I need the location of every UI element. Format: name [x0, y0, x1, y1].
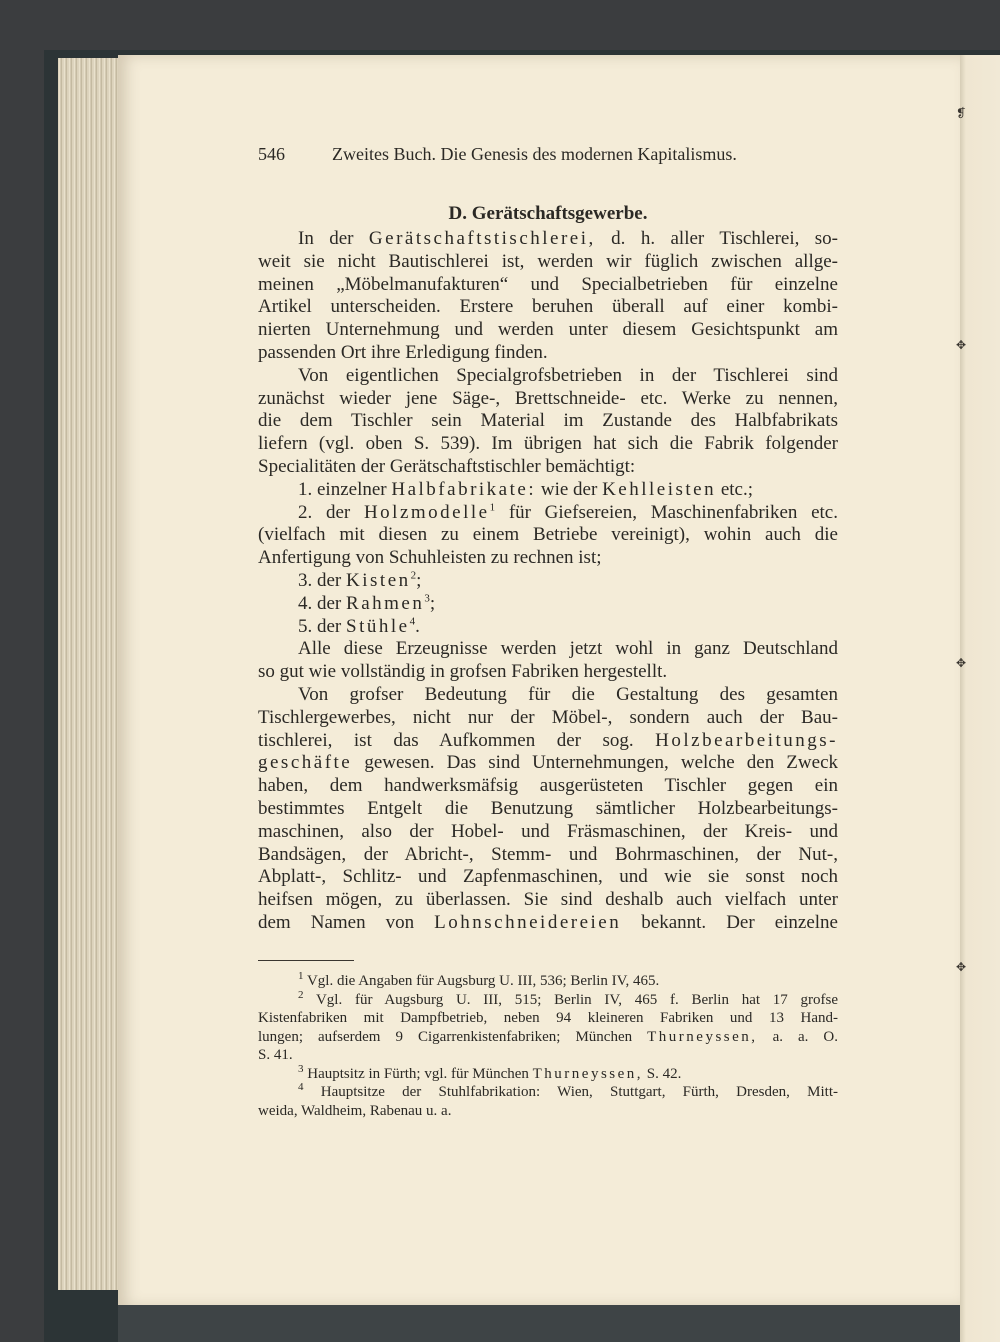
spaced-emphasis: Holzbearbeitungs-: [655, 729, 838, 751]
text-run: Von grofser Bedeutung für die Gestaltung des gesamten: [298, 683, 838, 705]
footnote-marker: 2: [298, 988, 304, 1001]
footnotes: [258, 972, 838, 1120]
footnote-line: [258, 1083, 838, 1102]
spaced-emphasis: Holzmodelle: [363, 501, 490, 523]
text-line: [258, 251, 838, 274]
text-run: (vielfach mit diesen zu einem Betriebe vereinigt), wohin auch die: [258, 524, 838, 546]
footnote-line: [258, 1028, 838, 1047]
text-run: Tischlergewerbes, nicht nur der Möbel-, sondern auch der Bau-: [258, 706, 838, 728]
text-line: [258, 912, 838, 935]
text-line: [258, 479, 838, 502]
footnote-line: [258, 1102, 838, 1121]
facing-page-edge: [960, 55, 1000, 1342]
text-run: bestimmtes Entgelt die Benutzung sämtlicher Holzbearbeitungs-: [258, 797, 838, 819]
bottom-background: [118, 1305, 960, 1342]
text-run: tischlerei, ist das Aufkommen der sog.: [258, 729, 656, 751]
text-run: meinen „Möbelmanufakturen“ und Specialbetrieben für einzelne: [258, 273, 838, 295]
text-run: Abplatt-, Schlitz- und Zapfenmaschinen, und wie sie sonst noch: [258, 866, 838, 888]
footnote-line: [258, 1009, 838, 1028]
facing-page-mark: ❡: [956, 106, 967, 120]
text-line: [258, 547, 838, 570]
text-line: [258, 866, 838, 889]
page-number: 546: [258, 144, 285, 164]
text-line: [258, 433, 838, 456]
text-line: [258, 570, 838, 593]
section-title: D. Gerätschaftsgewerbe.: [448, 203, 648, 224]
footnote-marker: 3: [424, 592, 430, 605]
footnote-line: [258, 1062, 838, 1084]
text-run: die dem Tischler sein Material im Zustande des Halbfabrikats: [258, 410, 838, 432]
spaced-emphasis: Rahmen: [346, 592, 425, 614]
footnote-marker: 2: [410, 569, 417, 582]
footnote-marker: 1: [298, 970, 304, 982]
text-run: 3. der: [298, 569, 347, 591]
footnote-line: [258, 1046, 838, 1065]
text-line: [258, 342, 838, 365]
text-run: Alle diese Erzeugnisse werden jetzt wohl in ganz Deutschland: [298, 638, 838, 660]
text-run: Artikel unterscheiden. Erstere beruhen überall auf einer kombi-: [258, 296, 838, 318]
text-run: Vgl. die Angaben für Augsburg U. III, 536; Berlin IV, 465.: [303, 973, 660, 989]
text-run: S. 41.: [258, 1047, 293, 1063]
footnote-line: [258, 988, 838, 1010]
facing-page-mark: ✥: [956, 338, 967, 352]
spaced-emphasis: Lohnschneidereien: [434, 911, 622, 933]
spaced-emphasis: geschäfte: [258, 752, 353, 774]
spaced-emphasis: Gerätschaftstischlerei,: [368, 228, 596, 249]
text-line: [258, 365, 838, 388]
text-run: so gut wie vollständig in grofsen Fabriken hergestellt.: [258, 661, 668, 683]
text-run: a. a. O.: [757, 1028, 838, 1045]
text-run: 2. der: [298, 501, 364, 523]
text-run: Bandsägen, der Abricht-, Stemm- und Bohrmaschinen, der Nut-,: [258, 843, 838, 865]
running-head-title: Zweites Buch. Die Genesis des modernen Kapitalismus.: [332, 144, 737, 164]
body-text: [258, 228, 838, 935]
text-run: lungen; aufserdem 9 Cigarrenkistenfabriken; München: [258, 1028, 648, 1045]
text-run: liefern (vgl. oben S. 539). Im übrigen hat sich die Fabrik folgender: [258, 433, 838, 455]
text-line: [258, 889, 838, 912]
text-run: Hauptsitze der Stuhlfabrikation: Wien, Stuttgart, Fürth, Dresden, Mitt-: [303, 1084, 838, 1100]
text-line: [258, 388, 838, 411]
text-line: [258, 524, 838, 547]
footnote-marker: 4: [409, 615, 416, 628]
text-run: wie der: [536, 478, 603, 500]
text-line: [258, 228, 838, 251]
text-run: .: [415, 615, 420, 637]
text-run: dem Namen von: [258, 911, 435, 933]
text-run: Hauptsitz in Fürth; vgl. für München: [303, 1065, 533, 1082]
text-line: [258, 593, 838, 616]
text-run: passenden Ort ihre Erledigung finden.: [258, 341, 548, 363]
text-run: ;: [416, 569, 422, 591]
text-line: [258, 456, 838, 479]
text-line: [258, 684, 838, 707]
spaced-emphasis: Halbfabrikate:: [391, 478, 537, 500]
text-run: S. 42.: [643, 1065, 682, 1082]
text-run: Specialitäten der Gerätschaftstischler bemächtigt:: [258, 455, 636, 477]
text-run: d. h. aller Tischlerei, so-: [595, 228, 838, 249]
running-header: [258, 142, 838, 166]
text-line: [258, 775, 838, 798]
spaced-emphasis: Kisten: [346, 569, 411, 591]
spaced-emphasis: Thurneyssen,: [647, 1028, 758, 1045]
text-line: [258, 296, 838, 319]
text-run: nierten Unternehmung und werden unter diesem Gesichtspunkt am: [258, 319, 838, 341]
text-line: [258, 661, 838, 684]
text-line: [258, 616, 838, 639]
spaced-emphasis: Thurneyssen,: [532, 1065, 644, 1082]
text-run: Anfertigung von Schuhleisten zu rechnen ist;: [258, 547, 602, 569]
text-run: 5. der: [298, 615, 347, 637]
text-line: [258, 410, 838, 433]
text-run: für Giefsereien, Maschinenfabriken etc.: [495, 501, 838, 523]
text-run: Vgl. für Augsburg U. III, 515; Berlin IV, 465 f. Berlin hat 17 grofse: [303, 991, 838, 1008]
text-run: haben, dem handwerksmäfsig ausgerüsteten Tischler gegen ein: [258, 775, 838, 797]
text-run: 4. der: [298, 592, 347, 614]
text-run: weida, Waldheim, Rabenau u. a.: [258, 1102, 452, 1119]
spaced-emphasis: Kehlleisten: [602, 478, 717, 500]
facing-page-mark: ✥: [956, 656, 967, 670]
text-run: weit sie nicht Bautischlerei ist, werden wir füglich zwischen allge-: [258, 250, 838, 272]
text-line: [258, 638, 838, 661]
text-run: heifsen mögen, zu überlassen. Sie sind deshalb auch vielfach unter: [258, 889, 838, 911]
text-run: Von eigentlichen Specialgrofsbetrieben in der Tischlerei sind: [298, 364, 838, 386]
text-run: etc.;: [716, 478, 754, 500]
text-line: [258, 502, 838, 525]
footnote-marker: 1: [489, 501, 496, 514]
text-line: [258, 730, 838, 753]
text-line: [258, 274, 838, 297]
text-line: [258, 821, 838, 844]
text-run: 1. einzelner: [298, 478, 392, 500]
text-run: In der: [298, 228, 369, 249]
footnote-marker: 3: [298, 1062, 304, 1075]
text-run: zunächst wieder jene Säge-, Brettschneide- etc. Werke zu nennen,: [258, 387, 838, 409]
text-run: gewesen. Das sind Unternehmungen, welche den Zweck: [352, 752, 838, 774]
text-run: maschinen, also der Hobel- und Fräsmaschinen, der Kreis- und: [258, 820, 838, 842]
footnote-marker: 4: [298, 1081, 304, 1093]
text-run: Kistenfabriken mit Dampfbetrieb, neben 94 kleineren Fabriken und 13 Hand-: [258, 1010, 838, 1026]
text-run: ;: [429, 592, 436, 614]
text-line: [258, 319, 838, 342]
text-line: [258, 798, 838, 821]
footnote-rule: [258, 960, 354, 961]
spaced-emphasis: Stühle: [346, 615, 410, 637]
text-line: [258, 707, 838, 730]
facing-page-mark: ✥: [956, 960, 967, 974]
footnote-line: [258, 972, 838, 991]
text-line: [258, 844, 838, 867]
text-run: bekannt. Der einzelne: [621, 911, 838, 933]
text-line: [258, 752, 838, 775]
